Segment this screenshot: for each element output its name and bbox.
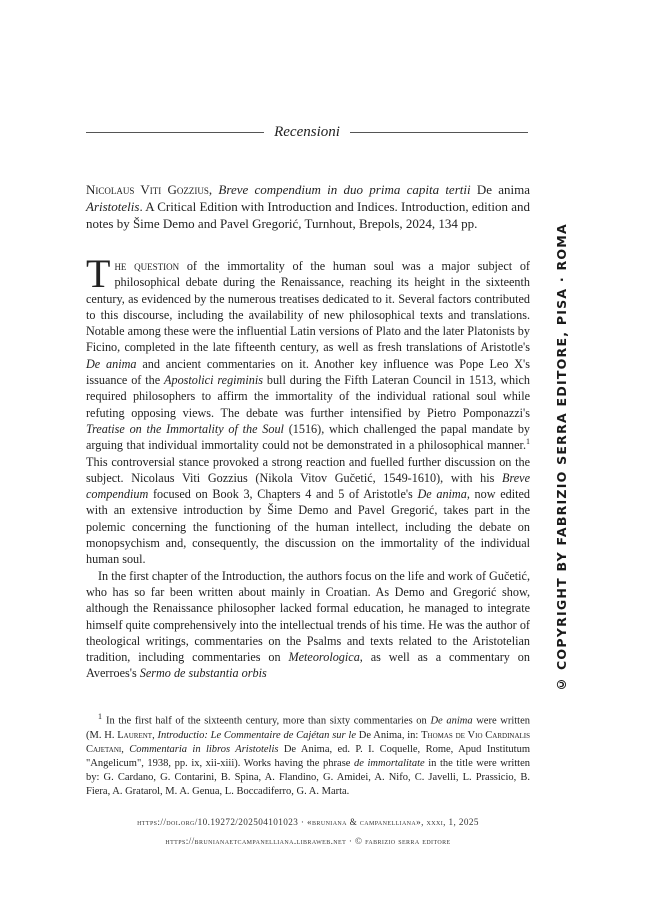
fn-author-2: Thomas de Vio Cardinalis Cajetani — [86, 729, 531, 755]
header-rule-left — [86, 132, 264, 133]
copyright-sidebar — [549, 222, 573, 692]
p1-text-a: of the immortality of the human soul was a major subject of philosophical debate during the Renaissance, reaching its height in the sixteenth century, as evidenced by the numerous treatises dedicated to it. Several factors contributed to this discourse, including the availability of new philosophical texts and translations. Notable among these were the influential Latin versions of Plato and the later Platonists by Ficino, completed in the late fifteenth century, as well as fresh translations of Aristotle's — [86, 259, 530, 355]
p1-italic-1: De anima — [86, 356, 137, 371]
footer-doi-line[interactable]: https://doi.org/10.19272/202504101023 · «bruniana & campanelliana», xxxi, 1, 2025 — [137, 817, 479, 827]
paragraph-2 — [86, 568, 530, 682]
paragraph-1 — [86, 251, 531, 568]
p2-text-a: In the first chapter of the Introduction, the authors focus on the life and work of Gučetić, who has so far been written about mainly in Croatian. As Demo and Gregorić show, although the Renaissance philosopher lacked formal education, he managed to integrate himself quite comprehensively into the intellectual trends of his time. He was the author of theological writings, commentaries on the Psalms and texts related to the Aristotelian tradition, including commentaries on — [86, 568, 530, 665]
fn-text-a: In the first half of the sixteenth century, more than sixty commentaries on — [106, 715, 431, 727]
fn-text-b: were written (M. H. — [86, 715, 530, 741]
running-header — [86, 124, 528, 141]
fn-italic-3: Commentaria in libros Aristotelis — [129, 743, 279, 755]
p2-italic-2: Sermo de substantia orbis — [139, 666, 267, 681]
fn-italic-2: Introductio: Le Commentaire de Cajétan sur le — [157, 729, 356, 741]
citation-title-1: Breve compendium in duo prima capita tertii — [218, 182, 471, 197]
review-citation: Nicolaus Viti Gozzius, Breve compendium in duo prima capita tertii De anima Aristotelis. A Critical Edition with Introduction and Indices. Introduction, edition and notes by Šime Demo and Pavel Gregorić, Turnhout, Brepols, 2024, 134 pp. — [86, 182, 531, 231]
p1-text-f: focused on Book 3, Chapters 4 and 5 of Aristotle's — [148, 487, 418, 502]
opening-words: he question — [114, 259, 180, 273]
citation-author: Nicolaus Viti Gozzius — [86, 182, 209, 197]
footnote-mark: 1 — [98, 712, 102, 721]
p1-italic-2: Apostolici regiminis — [164, 373, 263, 388]
review-body — [86, 251, 531, 682]
fn-author-1: Laurent — [117, 729, 153, 741]
citation-rest: . A Critical Edition with Introduction and Indices. Introduction, edition and notes by Šime Demo and Pavel Gregorić, Turnhout, Brepols, 2024, 134 pp. — [86, 199, 530, 231]
p1-italic-3: Treatise on the Immortality of the Soul — [86, 421, 284, 436]
drop-cap: T — [86, 251, 111, 296]
footnote-ref[interactable]: 1 — [526, 437, 530, 447]
fn-text-e: , — [121, 743, 130, 755]
p2-italic-1: Meteorologica — [288, 650, 360, 665]
section-title: Recensioni — [274, 124, 340, 140]
copyright-text: © COPYRIGHT BY FABRIZIO SERRA EDITORE, PISA · ROMA — [553, 222, 569, 692]
citation-title-2: De anima — [476, 182, 531, 197]
p1-italic-4: Breve compendium — [86, 470, 530, 502]
fn-text-g: in the title were written by: G. Cardano, G. Contarini, B. Spina, A. Flandino, G. Amidei, A. Nifo, C. Javelli, L. Prassicio, B. Fiera, A. Gratarol, M. A. Genua, L. Boccadiferro, G. A. Marta. — [86, 757, 531, 797]
fn-text-d: De Anima, in: — [356, 729, 422, 741]
footnote-1 — [86, 710, 530, 799]
citation-title-3: Aristotelis — [86, 199, 140, 214]
p2-text-b: , as well as a commentary on Averroes's — [86, 650, 530, 681]
footer-website-line[interactable]: https://brunianaetcampanelliana.libraweb.net · © fabrizio serra editore — [165, 836, 451, 846]
fn-text-f: De Anima, ed. P. I. Coquelle, Rome, Apud Institutum "Angelicum", 1938, pp. ix, xii-xiii). Works having the phrase — [86, 743, 530, 769]
p1-text-b: and ancient commentaries on it. Another key influence was Pope Leo X's issuance of the — [86, 356, 530, 388]
fn-italic-4: de immortalitate — [354, 757, 425, 769]
p1-text-d: (1516), which challenged the papal mandate by arguing that individual immortality could not be demonstrated in a philosophical manner. — [86, 421, 531, 453]
p1-text-c: bull during the Fifth Lateran Council in 1513, which required philosophers to affirm the immortality of the individual rational soul while refuting opposing views. The debate was further intensified by Pietro Pomponazzi's — [86, 373, 530, 420]
p1-italic-5: De anima — [417, 487, 467, 502]
p1-text-e: This controversial stance provoked a strong reaction and fuelled further discussion on the subject. Nicolaus Viti Gozzius (Nikola Vitov Gučetić, 1549-1610), with his — [86, 454, 530, 485]
header-rule-right — [350, 132, 528, 133]
fn-italic-1: De anima — [430, 715, 473, 727]
p1-text-g: , now edited with an extensive introduction by Šime Demo and Pavel Gregorić, takes part in the polemic concerning the functioning of the human intellect, including the debate on monopsychism and, consequently, the discussion on the immortality of the individual human soul. — [86, 487, 530, 567]
fn-text-c: , — [152, 729, 158, 741]
